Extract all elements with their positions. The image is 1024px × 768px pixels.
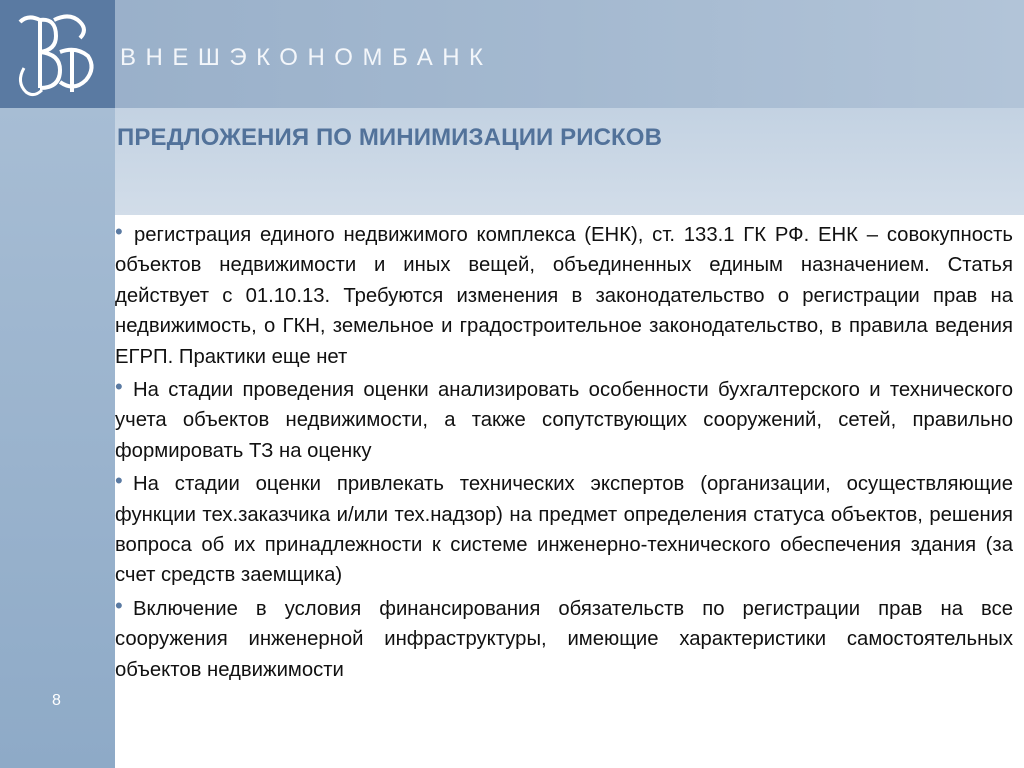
veb-logo-icon — [10, 8, 102, 100]
bullet-item — [115, 594, 1013, 685]
page-number: 8 — [52, 692, 61, 709]
title-separator — [115, 215, 1024, 217]
bullet-list — [115, 220, 1013, 768]
bullet-text: На стадии оценки привлекать технических экспертов (организации, осуществляющие функции тех.заказчика и/или тех.надзор) на предмет определения статуса объектов, решения вопроса об их принадлежности к системе инженерно-технического обеспечения здания (за счет средств заемщика) — [115, 473, 1013, 587]
bullet-item — [115, 375, 1013, 466]
bullet-dot-icon: • — [115, 592, 123, 618]
bullet-text: Включение в условия финансирования обязательств по регистрации прав на все сооружения инженерной инфраструктуры, имеющие характеристики самостоятельных объектов недвижимости — [115, 597, 1013, 681]
bullet-dot-icon: • — [115, 468, 123, 494]
bank-name: ВНЕШЭКОНОМБАНК — [120, 44, 493, 71]
veb-logo — [0, 0, 115, 108]
bullet-text: регистрация единого недвижимого комплекса (ЕНК), ст. 133.1 ГК РФ. ЕНК – совокупность объектов недвижимости и иных вещей, объединенных единым назначением. Статья действует с 01.10.13. Требуются изменения в законодательство о регистрации прав на недвижимость, о ГКН, земельное и градостроительное законодательство, в правила ведения ЕГРП. Практики еще нет — [115, 224, 1013, 368]
bullet-dot-icon: • — [115, 220, 123, 244]
bullet-item — [115, 220, 1013, 372]
bullet-item — [115, 469, 1013, 591]
bullet-dot-icon: • — [115, 374, 123, 400]
left-sidebar — [0, 108, 115, 768]
bullet-text: На стадии проведения оценки анализировать особенности бухгалтерского и технического учета объектов недвижимости, а также сопутствующих сооружений, сетей, правильно формировать ТЗ на оценку — [115, 379, 1013, 462]
slide-title: ПРЕДЛОЖЕНИЯ ПО МИНИМИЗАЦИИ РИСКОВ — [117, 124, 663, 151]
